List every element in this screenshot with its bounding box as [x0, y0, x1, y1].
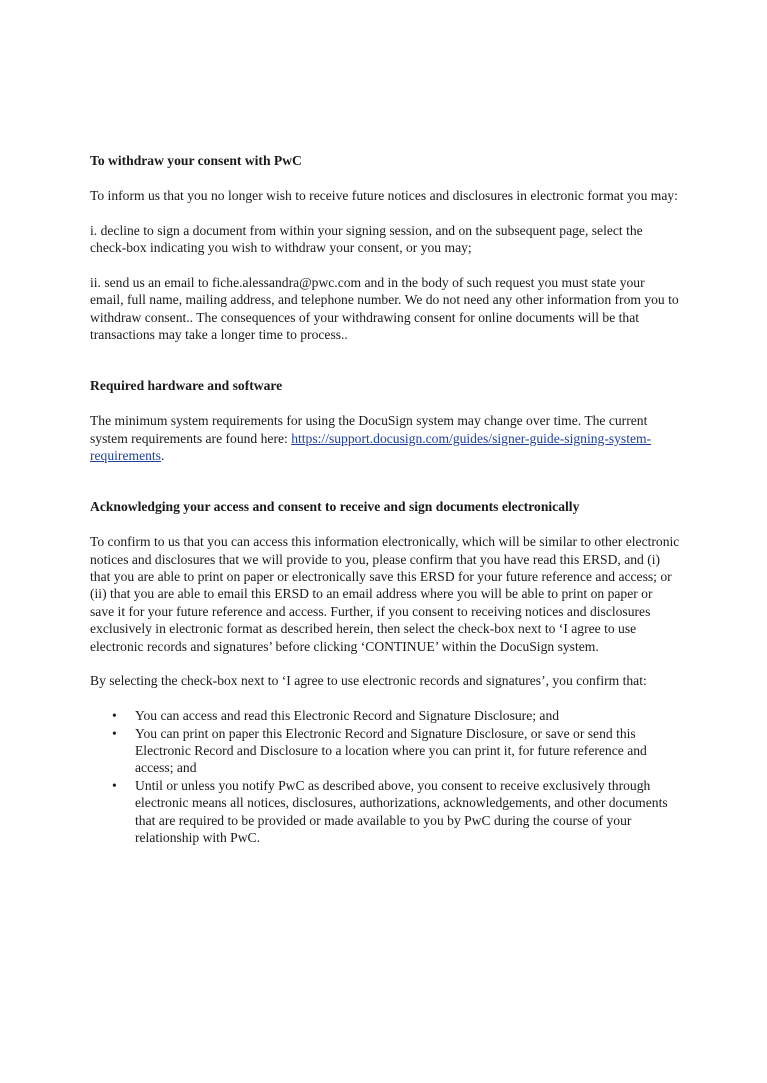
- acknowledge-heading: Acknowledging your access and consent to receive and sign documents electronically: [90, 499, 580, 515]
- list-item-text: Until or unless you notify PwC as described above, you consent to receive exclusively through electronic means all notices, disclosures, authorizations, acknowledgements, and other documents that are required to be provided or made available to you by PwC during the course of your relationship with PwC.: [135, 777, 668, 846]
- list-item: [90, 725, 680, 777]
- acknowledge-paragraph-1: To confirm to us that you can access this information electronically, which will be similar to other electronic notices and disclosures that we will provide to you, please confirm that you have read this ERSD, and (i) that you are able to print on paper or electronically save this ERSD for your future reference and access; or (ii) that you are able to email this ERSD to an email address where you will be able to print on paper or save it for your future reference and access. Further, if you consent to receiving notices and disclosures exclusively in electronic format as described herein, then select the check-box next to ‘I agree to use electronic records and signatures’ before clicking ‘CONTINUE’ within the DocuSign system.: [90, 534, 680, 654]
- confirmation-list: [90, 707, 680, 846]
- bullet-icon: •: [112, 725, 117, 741]
- acknowledge-paragraph-2: By selecting the check-box next to ‘I agree to use electronic records and signatures’, you confirm that:: [90, 673, 647, 689]
- withdraw-heading: To withdraw your consent with PwC: [90, 153, 302, 168]
- withdraw-option-ii: ii. send us an email to fiche.alessandra@pwc.com and in the body of such request you must state your email, full name, mailing address, and telephone number. We do not need any other information from you to withdraw consent.. The consequences of your withdrawing consent for online documents will be that transactions may take a longer time to process..: [90, 274, 679, 343]
- hardware-text-end: .: [160, 448, 165, 464]
- list-item: [90, 707, 680, 724]
- withdraw-option-i: i. decline to sign a document from within your signing session, and on the subsequent page, select the check-box indicating you wish to withdraw your consent, or you may;: [90, 222, 643, 255]
- requirements-link[interactable]: https://support.docusign.com/guides/signer-guide-signing-system-requirements: [90, 430, 652, 464]
- list-item-text: You can access and read this Electronic Record and Signature Disclosure; and: [135, 708, 560, 724]
- bullet-icon: •: [112, 708, 117, 724]
- page-content: [90, 152, 680, 847]
- withdraw-intro: To inform us that you no longer wish to receive future notices and disclosures in electronic format you may:: [90, 187, 678, 203]
- hardware-text: The minimum system requirements for using the DocuSign system may change over time. The current system requirements are found here:: [90, 413, 648, 446]
- hardware-paragraph: [90, 412, 680, 464]
- hardware-heading: Required hardware and software: [90, 378, 283, 394]
- list-item: [90, 777, 680, 847]
- list-item-text: You can print on paper this Electronic Record and Signature Disclosure, or save or send this Electronic Record and Disclosure to a location where you can print it, for future reference and access; and: [135, 725, 647, 776]
- bullet-icon: •: [112, 777, 117, 793]
